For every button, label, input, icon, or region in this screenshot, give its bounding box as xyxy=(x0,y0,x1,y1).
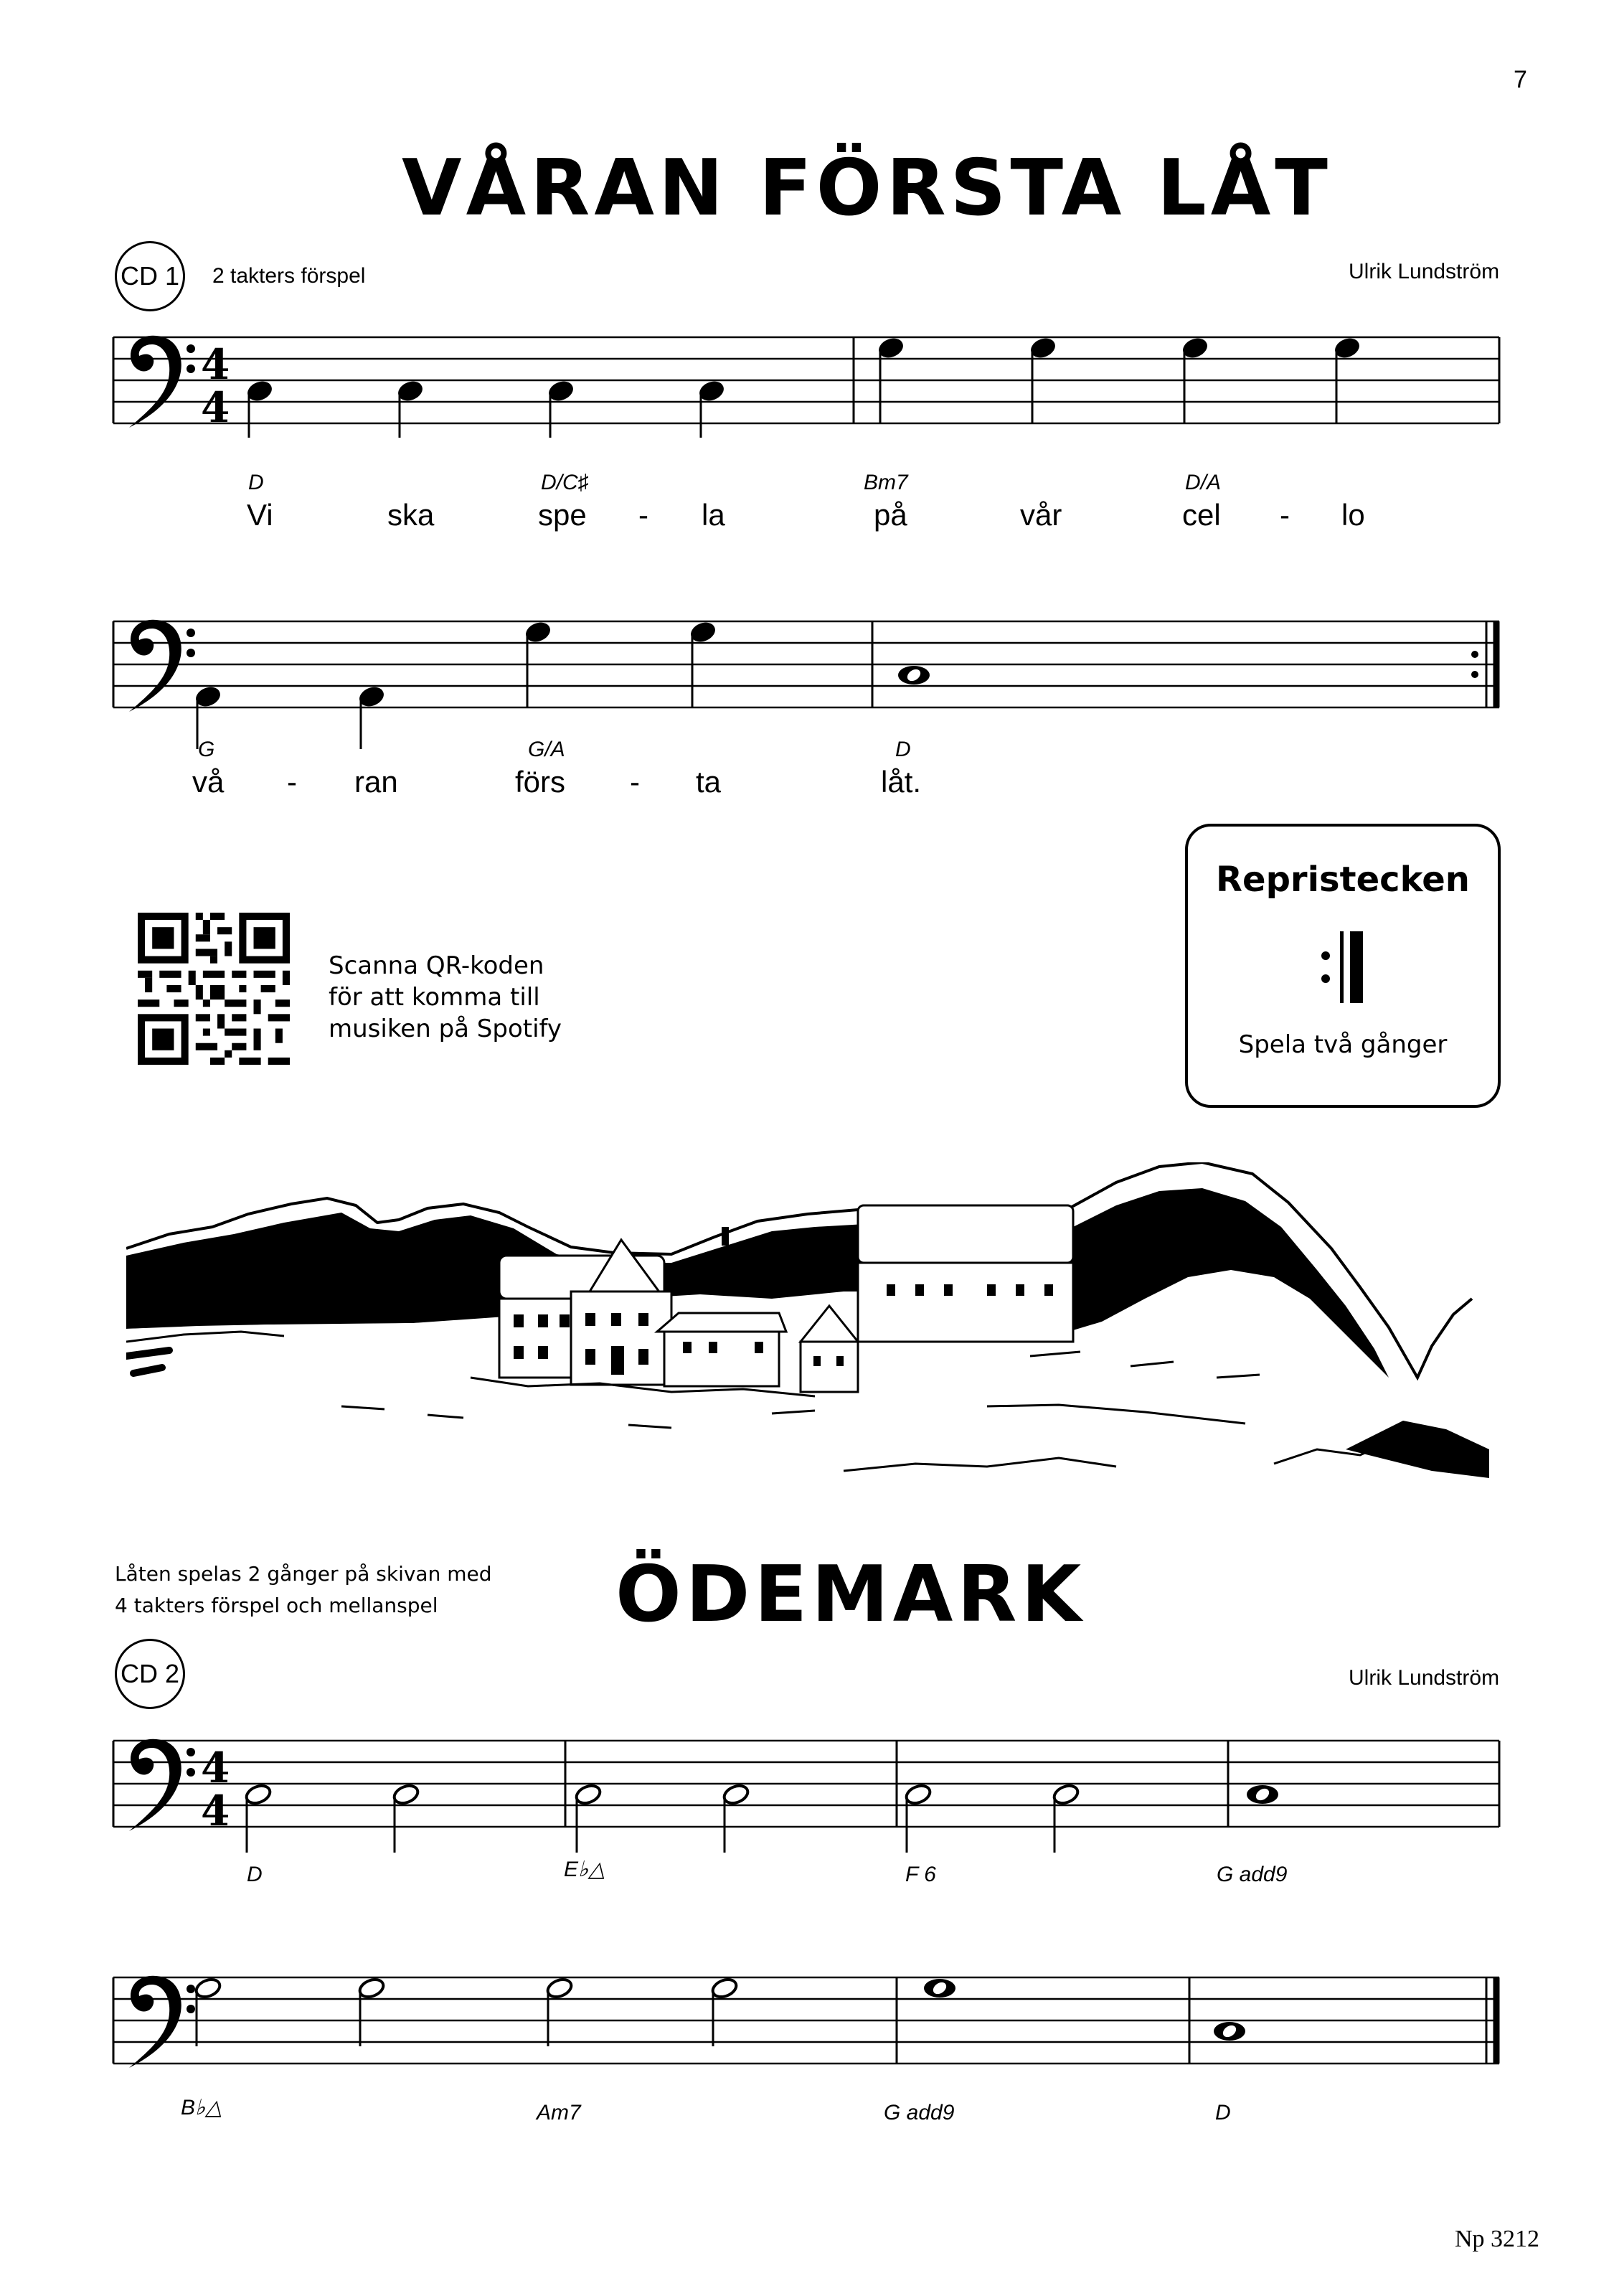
cd-track-badge: CD 1 xyxy=(115,241,185,311)
performance-note xyxy=(115,1558,492,1622)
repeat-sign-box xyxy=(1185,824,1501,1108)
chord-label: G add9 xyxy=(1217,1863,1288,1886)
music-staff-2 xyxy=(100,600,1506,758)
half-note xyxy=(545,1976,574,2046)
chord-label: B♭△ xyxy=(181,2096,222,2119)
lyric-syllable: Vi xyxy=(247,498,273,532)
whole-note xyxy=(924,1979,955,1998)
music-staff-3 xyxy=(100,1719,1506,1855)
music-staff-4 xyxy=(100,1956,1506,2099)
qr-text-line: för att komma till xyxy=(329,983,540,1012)
repeat-box-caption: Spela två gånger xyxy=(1238,1030,1448,1059)
song-title: VÅRAN FÖRSTA LÅT xyxy=(402,144,1332,233)
lyric-syllable: la xyxy=(702,498,725,532)
lyric-syllable: - xyxy=(287,765,297,799)
lyric-syllable: vår xyxy=(1020,498,1062,532)
qr-text-line: Scanna QR-koden xyxy=(329,951,544,980)
lyric-syllable: - xyxy=(630,765,640,799)
lyric-syllable: - xyxy=(638,498,648,532)
chord-label: D/A xyxy=(1185,471,1222,494)
lyric-syllable: vå xyxy=(192,765,225,799)
song-title: ÖDEMARK xyxy=(615,1550,1086,1639)
whole-note xyxy=(1247,1785,1278,1804)
lyric-syllable: ta xyxy=(696,765,722,799)
lyric-syllable: - xyxy=(1280,498,1290,532)
chord-label: D xyxy=(1215,2101,1231,2125)
chord-label: E♭△ xyxy=(564,1858,605,1881)
qr-text-line: musiken på Spotify xyxy=(329,1015,562,1043)
lyric-syllable: ran xyxy=(354,765,398,799)
chord-label: F 6 xyxy=(905,1863,936,1886)
chord-label: D xyxy=(895,738,911,761)
publisher-code: Np 3212 xyxy=(1455,2226,1540,2252)
cd-track-badge: CD 2 xyxy=(115,1639,185,1709)
half-note xyxy=(357,1976,386,2046)
performance-note-line: 4 takters förspel och mellanspel xyxy=(115,1594,438,1617)
chord-label: Am7 xyxy=(537,2101,581,2125)
chord-label: G xyxy=(198,738,215,761)
half-note xyxy=(722,1782,750,1853)
half-note xyxy=(194,1976,222,2046)
qr-code-icon[interactable] xyxy=(138,913,290,1065)
lyric-syllable: låt. xyxy=(881,765,922,799)
time-signature-bottom: 4 xyxy=(201,383,230,432)
bass-clef-icon xyxy=(129,336,195,428)
time-signature-top: 4 xyxy=(201,1744,230,1792)
half-note xyxy=(1052,1782,1080,1853)
chord-label: D/C♯ xyxy=(541,471,589,494)
whole-note xyxy=(1214,2022,1245,2041)
lyric-syllable: ska xyxy=(387,498,435,532)
composer-name: Ulrik Lundström xyxy=(1349,1666,1500,1690)
whole-note xyxy=(898,666,930,684)
composer-name: Ulrik Lundström xyxy=(1349,260,1500,283)
music-staff-1 xyxy=(100,316,1506,438)
lyric-syllable: förs xyxy=(515,765,566,799)
lyric-syllable: spe xyxy=(538,498,587,532)
repeat-sign-icon xyxy=(1316,928,1376,1007)
bass-clef-icon xyxy=(129,1739,195,1831)
time-signature-top: 4 xyxy=(201,340,230,389)
lyric-syllable: lo xyxy=(1341,498,1365,532)
half-note xyxy=(574,1782,603,1853)
chord-label: Bm7 xyxy=(864,471,908,494)
chord-label: G/A xyxy=(528,738,565,761)
qr-instructions xyxy=(329,950,562,1045)
half-note xyxy=(244,1782,273,1853)
bass-clef-icon xyxy=(129,620,195,712)
half-note xyxy=(904,1782,933,1853)
winter-landscape-illustration xyxy=(126,1162,1489,1500)
chord-label: D xyxy=(247,1863,263,1886)
chord-label: D xyxy=(248,471,264,494)
chord-label: G add9 xyxy=(884,2101,955,2125)
repeat-box-title: Repristecken xyxy=(1216,860,1470,900)
half-note xyxy=(710,1976,739,2046)
performance-note-line: Låten spelas 2 gånger på skivan med xyxy=(115,1562,492,1586)
lyric-syllable: cel xyxy=(1182,498,1221,532)
half-note xyxy=(392,1782,420,1853)
bass-clef-icon xyxy=(129,1976,195,2068)
intro-note: 2 takters förspel xyxy=(212,264,366,288)
lyric-syllable: på xyxy=(874,498,907,532)
page-number: 7 xyxy=(1514,66,1527,93)
time-signature-bottom: 4 xyxy=(201,1787,230,1835)
